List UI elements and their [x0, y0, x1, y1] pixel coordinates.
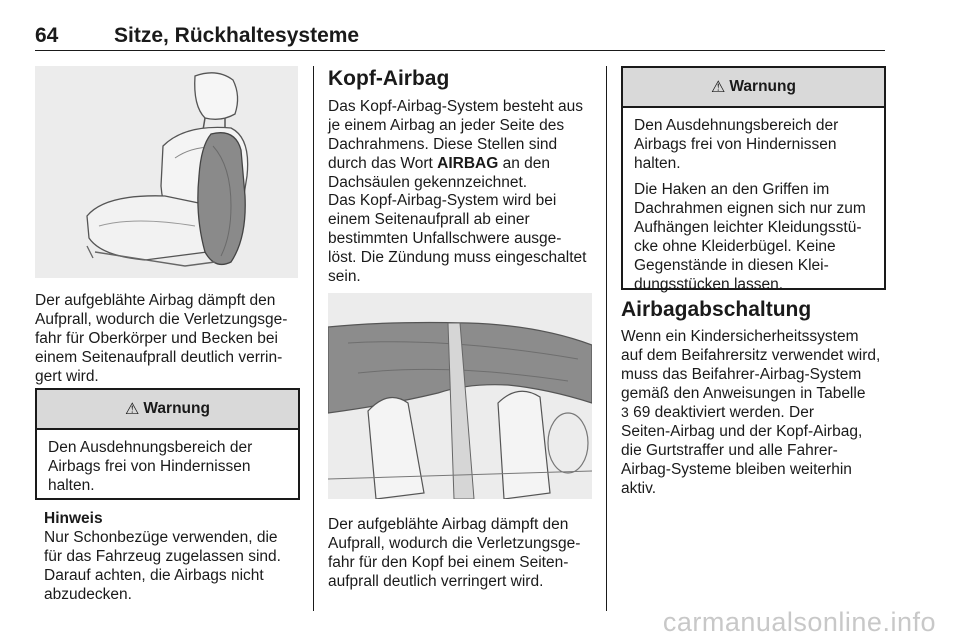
note-title: Hinweis	[44, 510, 103, 527]
airbag-marking-word: AIRBAG	[437, 155, 499, 172]
page-header	[35, 14, 885, 51]
warning-header	[623, 68, 884, 108]
warning-title: Warnung	[143, 400, 210, 417]
seat-airbag-drawing	[35, 66, 298, 278]
column-divider-2	[606, 66, 607, 611]
page-reference-arrow[interactable]: 3	[621, 404, 629, 420]
page-number: 64	[35, 24, 59, 47]
warning-box-2	[621, 66, 886, 293]
airbag-deactivation-paragraph: Wenn ein Kindersicherheitssystem auf dem Beifahrersitz verwendet wird, muss das Beifahrer-Airbag-System gemäß den Anweisungen in Tabelle 3 69 deaktiviert werden. Der Seiten-Airbag und der Kopf-Airbag, die Gurtstraffer und alle Fahrer- Airbag-Systeme bleiben weiterhin aktiv.	[621, 328, 881, 497]
warning-box-1	[35, 388, 300, 500]
section-heading-airbag-deactivation: Airbagabschaltung	[621, 298, 812, 321]
chapter-title: Sitze, Rückhaltesysteme	[114, 24, 360, 47]
head-airbag-paragraph-1: Das Kopf-Airbag-System besteht aus je einem Airbag an jeder Seite des Dachrahmens. Diese Stellen sind durch das Wort AIRBAG an den Dachsäulen gekennzeichnet.	[328, 98, 584, 191]
warning-triangle-icon: ⚠	[125, 401, 140, 418]
figure-caption-side-airbag: Der aufgeblähte Airbag dämpft den Aufprall, wodurch die Verletzungsge- fahr für Oberkörper und Becken bei einem Seitenaufprall deutlich verrin- gert wird.	[35, 292, 288, 385]
warning-header	[37, 390, 298, 430]
figure-caption-head-airbag: Der aufgeblähte Airbag dämpft den Aufprall, wodurch die Verletzungsge- fahr für den Kopf bei einem Seiten- aufprall deutlich verringert wird.	[328, 516, 581, 590]
head-airbag-paragraph-2: Das Kopf-Airbag-System wird bei einem Seitenaufprall ab einer bestimmten Unfallschwere ausge- löst. Die Zündung muss eingeschaltet sein.	[328, 192, 587, 285]
watermark: carmanualsonline.info	[662, 607, 936, 637]
warning-title: Warnung	[729, 78, 796, 95]
warning-text-1: Den Ausdehnungsbereich der Airbags frei von Hindernissen halten.	[634, 117, 839, 172]
seat-airbag-illustration	[35, 66, 298, 278]
warning-text-2: Die Haken an den Griffen im Dachrahmen eignen sich nur zum Aufhängen leichter Kleidungsstü- cke ohne Kleiderbügel. Keine Gegenstände in diesen Klei- dungsstücken lassen.	[634, 181, 866, 293]
section-heading-head-airbag: Kopf-Airbag	[328, 67, 450, 90]
note-block: Hinweis Nur Schonbezüge verwenden, die für das Fahrzeug zugelassen sind. Darauf achten, die Airbags nicht abzudecken.	[44, 509, 304, 604]
column-divider-1	[313, 66, 314, 611]
head-airbag-illustration	[328, 293, 592, 499]
warning-text: Den Ausdehnungsbereich der Airbags frei von Hindernissen halten.	[48, 439, 253, 494]
warning-triangle-icon: ⚠	[711, 79, 726, 96]
head-airbag-drawing	[328, 293, 592, 499]
